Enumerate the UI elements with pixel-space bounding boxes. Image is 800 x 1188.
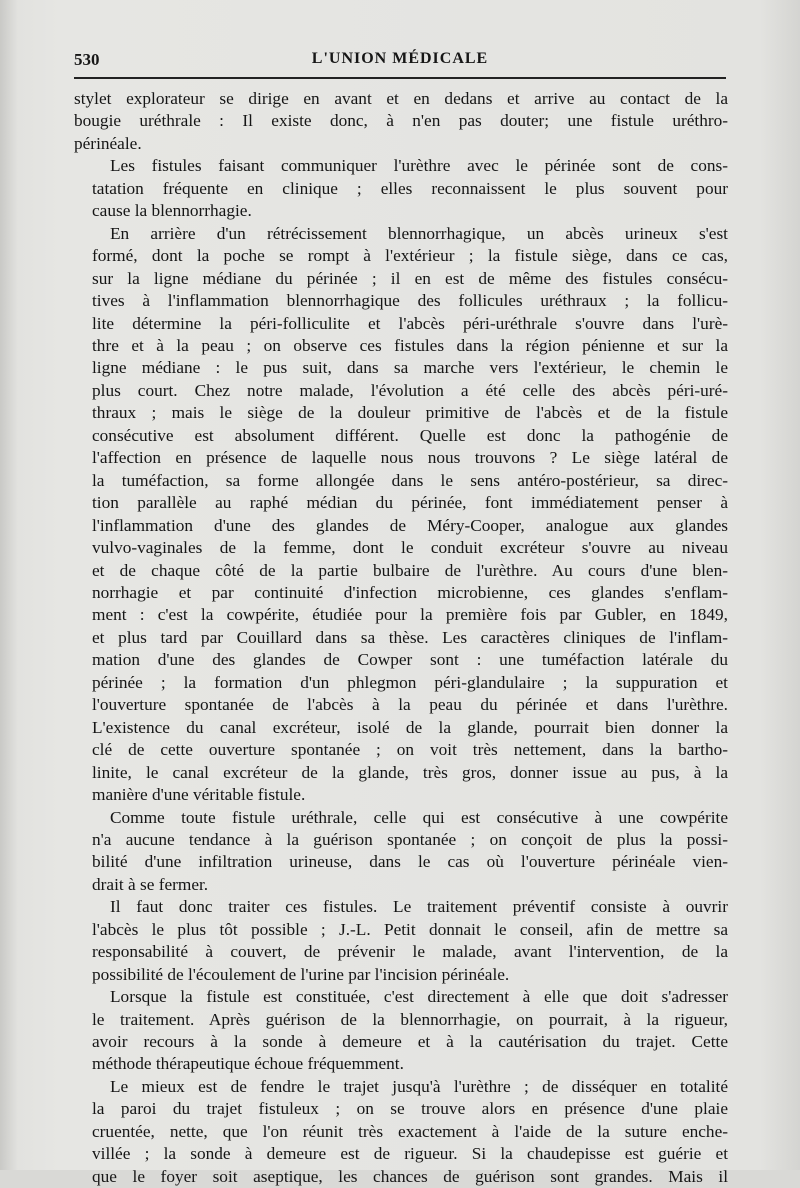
text-line: En arrière d'un rétrécissement blennorrhagique, un abcès urineux s'est <box>110 223 728 243</box>
text-line: cause la blennorrhagie. <box>92 201 252 221</box>
text-line: vulvo-vaginales de la femme, dont le conduit excréteur s'ouvre au niveau <box>92 538 728 558</box>
text-line: responsabilité à couvert, de prévenir le malade, avant l'intervention, de la <box>92 942 728 962</box>
text-line: tatation fréquente en clinique ; elles reconnaissent le plus souvent pour <box>92 178 728 198</box>
paragraph <box>74 223 728 807</box>
paragraph <box>74 807 728 897</box>
text-line: avoir recours à la sonde à demeure et à la cautérisation du trajet. Cette <box>92 1032 728 1052</box>
text-line: lite détermine la péri-folliculite et l'abcès péri-uréthrale s'ouvre dans l'urè- <box>92 313 728 333</box>
text-line: bilité d'une infiltration urineuse, dans le cas où l'ouverture périnéale vien- <box>92 852 728 872</box>
text-line: clé de cette ouverture spontanée ; on voit très nettement, dans la bartho- <box>92 740 728 760</box>
header-rule <box>74 77 726 79</box>
paragraph <box>74 986 728 1076</box>
paragraph <box>74 155 728 222</box>
paragraph <box>74 88 728 155</box>
text-line: et de chaque côté de la partie bulbaire de l'urèthre. Au cours d'une blen- <box>92 560 728 580</box>
text-line: l'inflammation d'une des glandes de Méry-Cooper, analogue aux glandes <box>92 515 728 535</box>
text-line: thraux ; mais le siège de la douleur primitive de l'abcès et de la fistule <box>92 403 728 423</box>
text-line: manière d'une véritable fistule. <box>92 785 306 805</box>
text-line: L'existence du canal excréteur, isolé de la glande, pourrait bien donner la <box>92 717 728 737</box>
page-number: 530 <box>74 50 100 69</box>
text-line: Lorsque la fistule est constituée, c'est directement à elle que doit s'adresser <box>110 987 728 1007</box>
text-line: villée ; la sonde à demeure est de rigueur. Si la chaudepisse est guérie et <box>92 1144 728 1164</box>
text-line: Le mieux est de fendre le trajet jusqu'à l'urèthre ; de disséquer en totalité <box>110 1076 728 1096</box>
body-text <box>74 88 728 1188</box>
text-line: ligne médiane : le pus suit, dans sa marche vers l'extérieur, le chemin le <box>92 358 728 378</box>
text-line: la paroi du trajet fistuleux ; on se trouve alors en présence d'une plaie <box>92 1099 728 1119</box>
text-line: l'affection en présence de laquelle nous nous trouvons ? Le siège latéral de <box>92 448 728 468</box>
text-line: sur la ligne médiane du périnée ; il en est de même des fistules consécu- <box>92 268 728 288</box>
text-line: cruentée, nette, que l'on réunit très exactement à l'aide de la suture enche- <box>92 1121 728 1141</box>
text-line: Comme toute fistule uréthrale, celle qui est consécutive à une cowpérite <box>110 807 728 827</box>
text-line: bougie uréthrale : Il existe donc, à n'en pas douter; une fistule uréthro- <box>74 111 728 131</box>
text-line: plus court. Chez notre malade, l'évolution a été celle des abcès péri-uré- <box>92 380 728 400</box>
text-line: drait à se fermer. <box>92 874 209 894</box>
page-header <box>74 48 726 78</box>
text-line: possibilité de l'écoulement de l'urine par l'incision périnéale. <box>92 964 510 984</box>
text-line: ment : c'est la cowpérite, étudiée pour la première fois par Gubler, en 1849, <box>92 605 728 625</box>
text-line: l'abcès le plus tôt possible ; J.-L. Petit donnait le conseil, afin de mettre sa <box>92 919 728 939</box>
text-line: mation d'une des glandes de Cowper sont : une tuméfaction latérale du <box>92 650 728 670</box>
text-line: la tuméfaction, sa forme allongée dans le sens antéro-postérieur, sa direc- <box>92 470 728 490</box>
text-line: n'a aucune tendance à la guérison spontanée ; on conçoit de plus la possi- <box>92 829 728 849</box>
text-line: Il faut donc traiter ces fistules. Le traitement préventif consiste à ouvrir <box>110 897 728 917</box>
text-line: Les fistules faisant communiquer l'urèthre avec le périnée sont de cons- <box>110 156 728 176</box>
text-line: stylet explorateur se dirige en avant et en dedans et arrive au contact de la <box>74 89 728 108</box>
text-line: et plus tard par Couillard dans sa thèse. Les caractères cliniques de l'inflam- <box>92 627 728 647</box>
paragraph <box>74 1076 728 1188</box>
text-line: le traitement. Après guérison de la blennorrhagie, on pourrait, à la rigueur, <box>92 1009 728 1029</box>
text-line: que le foyer soit aseptique, les chances de guérison sont grandes. Mais il <box>92 1166 728 1186</box>
text-line: méthode thérapeutique échoue fréquemment. <box>92 1054 404 1074</box>
text-line: norrhagie et par continuité d'infection microbienne, ces glandes s'enflam- <box>92 582 728 602</box>
text-line: tion parallèle au raphé médian du périnée, font immédiatement penser à <box>92 493 728 513</box>
text-line: l'ouverture spontanée de l'abcès à la peau du périnée et dans l'urèthre. <box>92 695 728 715</box>
text-line: formé, dont la poche se rompt à l'extérieur ; la fistule siège, dans ce cas, <box>92 246 728 266</box>
text-line: consécutive est absolument différent. Quelle est donc la pathogénie de <box>92 425 728 445</box>
text-line: thre et à la peau ; on observe ces fistules dans la région pénienne et sur la <box>92 335 728 355</box>
running-title: L'UNION MÉDICALE <box>311 50 489 67</box>
text-line: linite, le canal excréteur de la glande, très gros, donner issue au pus, à la <box>92 762 728 782</box>
text-line: périnée ; la formation d'un phlegmon péri-glandulaire ; la suppuration et <box>92 672 728 692</box>
text-line: tives à l'inflammation blennorrhagique des follicules uréthraux ; la follicu- <box>92 291 728 311</box>
paragraph <box>74 896 728 986</box>
text-line: périnéale. <box>74 133 142 153</box>
